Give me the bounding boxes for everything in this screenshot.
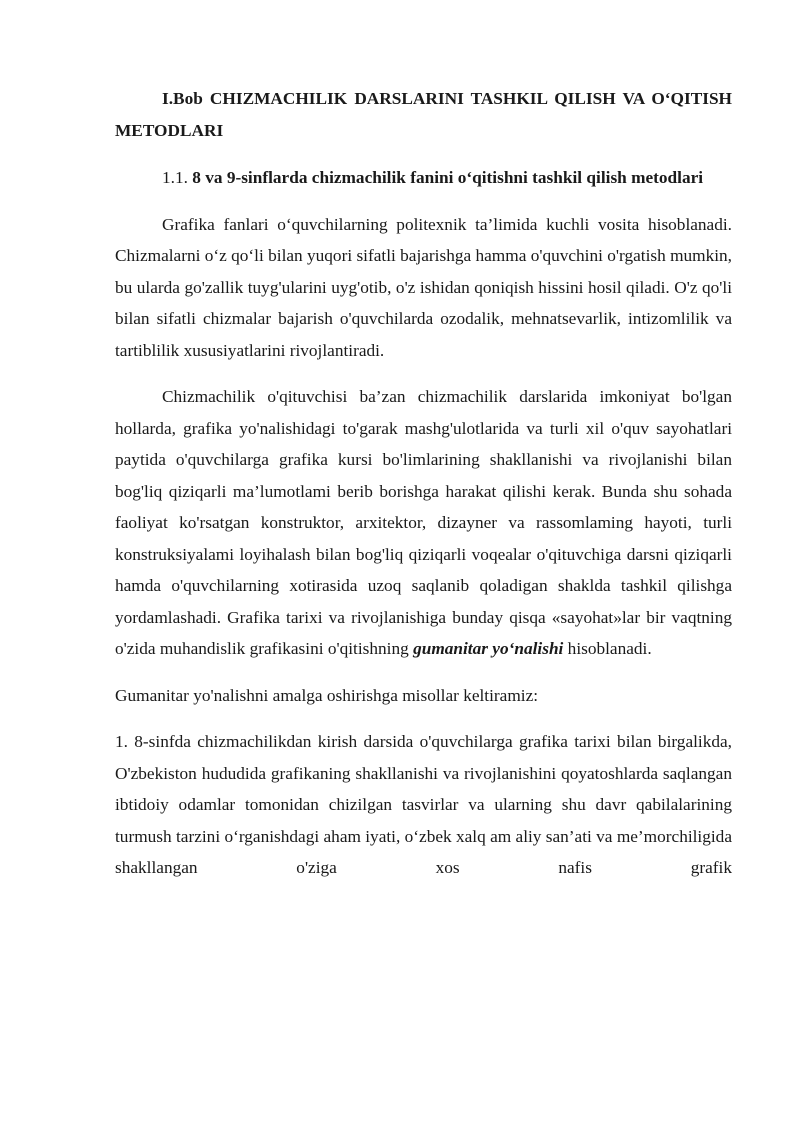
paragraph-2-text: Chizmachilik o'qituvchisi ba’zan chizmachilik darslarida imkoniyat bo'lgan hollarda, grafika yo'nalishidagi to'garak mashg'ulotlarida va turli xil o'quv sayohatlari paytida o'quvchilarga grafika kursi bo'limlarining shakllanishi va rivojlanishi bilan bog'liq qiziqarli ma’lumotlami berib borishga harakat qilishi kerak. Bunda shu sohada faoliyat ko'rsatgan konstruktor, arxitektor, dizayner va rassomlaming hayoti, turli konstruksiyalami loyihalash bilan bog'liq qiziqarli voqealar o'qituvchiga darsni qiziqarli hamda o'quvchilarning xotirasida uzoq saqlanib qoladigan shaklda tashkil qilishga yordamlashadi. Grafika tarixi va rivojlanishiga bunday qisqa «sayohat»lar bir vaqtning o'zida muhandislik grafikasini o'qitishning — [115, 387, 732, 658]
paragraph-1: Grafika fanlari o‘quvchilarning politexnik ta’limida kuchli vosita hisoblanadi. Chizmalarni o‘z qo‘li bilan yuqori sifatli bajarishga hamma o'quvchini o'rgatish mumkin, bu ularda go'zallik tuyg'ularini uyg'otib, o'z ishidan qoniqish hissini hosil qiladi. O'z qo'li bilan sifatli chizmalar bajarish o'quvchilarda ozodalik, mehnatsevarlik, intizomlilik va tartiblilik xususiyatlarini rivojlantiradi. — [115, 214, 732, 360]
paragraph-2 — [115, 381, 732, 665]
paragraph-2-end: hisoblanadi. — [563, 639, 652, 658]
emphasis-term: gumanitar yo‘nalishi — [413, 639, 564, 658]
section-heading — [115, 162, 732, 194]
document-page — [115, 83, 732, 884]
chapter-heading: I.Bob CHIZMACHILIK DARSLARINI TASHKIL QILISH VA O‘QITISH METODLARI — [115, 89, 732, 140]
paragraph-4: 1. 8-sinfda chizmachilikdan kirish darsida o'quvchilarga grafika tarixi bilan birgalikda, O'zbekiston hududida grafikaning shakllanishi va rivojlanishini qoyatoshlarda saqlangan ibtidoiy odamlar tomonidan chizilgan tasvirlar va ularning shu davr qabilalarining turmush tarzini o‘rganishdagi aham iyati, o‘zbek xalq am aliy san’ati va me’morchiligida shakllangan o'ziga xos nafis grafik — [115, 732, 732, 877]
paragraph-3: Gumanitar yo'nalishni amalga oshirishga misollar keltiramiz: — [115, 685, 539, 705]
section-number: 1.1. — [162, 168, 188, 187]
section-title: 8 va 9-sinflarda chizmachilik fanini o‘qitishni tashkil qilish metodlari — [192, 168, 704, 187]
